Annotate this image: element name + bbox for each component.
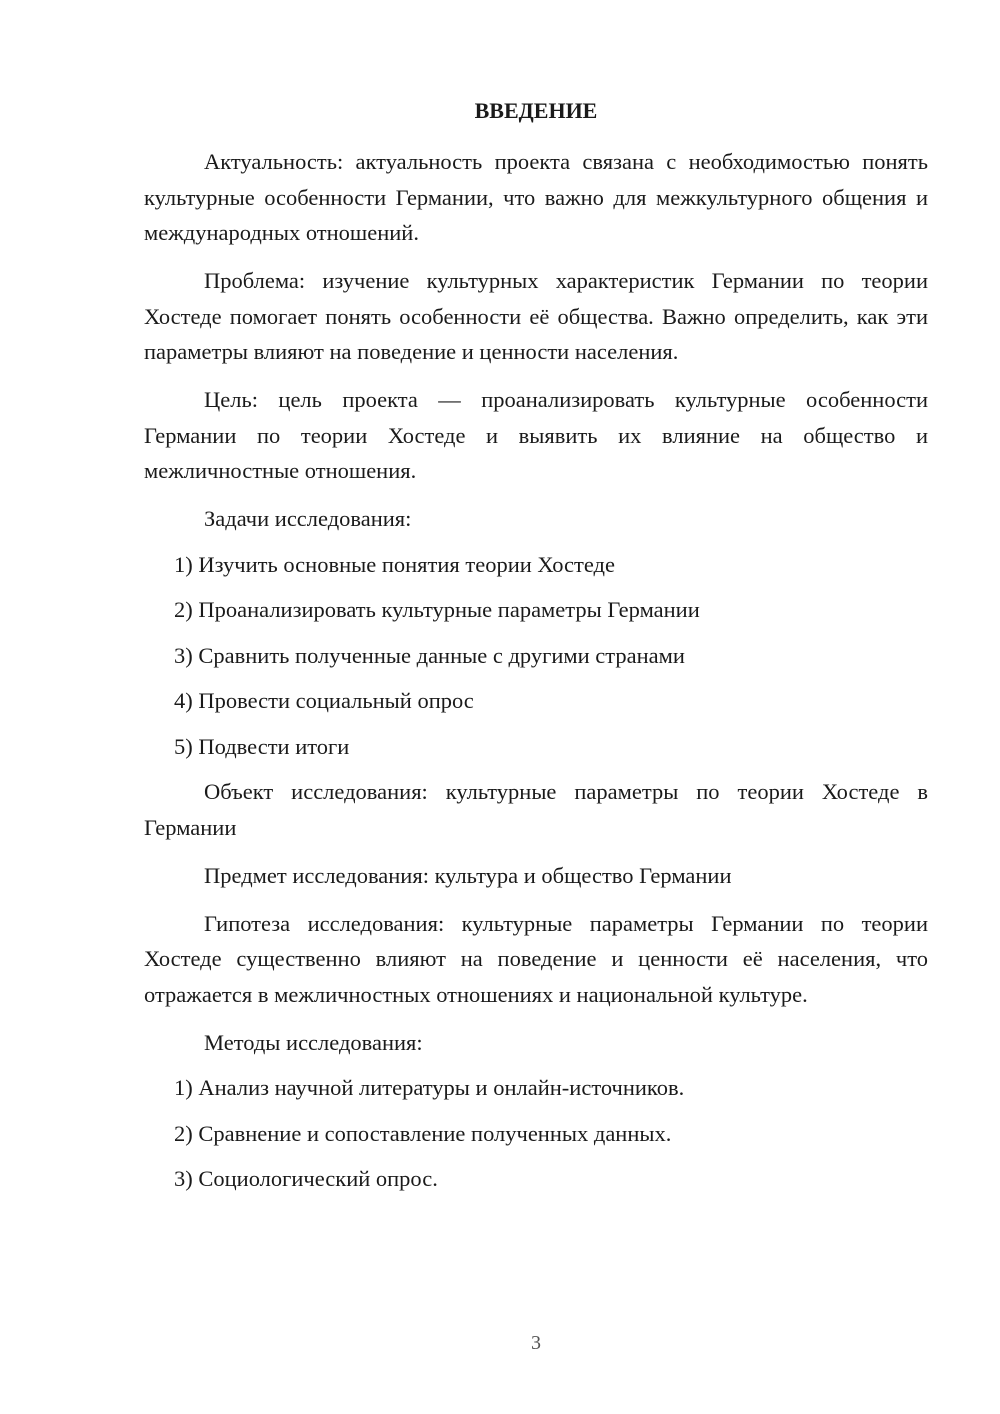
tasks-heading: Задачи исследования: <box>204 506 412 531</box>
page-number: 3 <box>531 1332 541 1354</box>
task-item: 2) Проанализировать культурные параметры Германии <box>174 597 700 622</box>
subject-paragraph: Предмет исследования: культура и общество Германии <box>204 862 732 888</box>
task-item: 3) Сравнить полученные данные с другими странами <box>174 642 685 668</box>
hypothesis-paragraph: Гипотеза исследования: культурные параметры Германии по теории Хостеде существенно влияют на поведение и ценности её населения, что отражается в межличностных отношениях и национальной культуре. <box>144 910 928 1007</box>
task-item: 5) Подвести итоги <box>174 733 350 759</box>
task-item: 4) Провести социальный опрос <box>174 688 474 713</box>
page-content <box>144 92 928 1207</box>
object-paragraph: Объект исследования: культурные параметры по теории Хостеде в Германии <box>144 779 928 840</box>
method-item: 1) Анализ научной литературы и онлайн-источников. <box>174 1075 685 1100</box>
task-item: 1) Изучить основные понятия теории Хостеде <box>174 551 615 577</box>
method-item: 3) Социологический опрос. <box>174 1166 438 1191</box>
problem-paragraph: Проблема: изучение культурных характеристик Германии по теории Хостеде помогает понять особенности её общества. Важно определить, как эти параметры влияют на поведение и ценности населения. <box>144 268 928 364</box>
methods-heading: Методы исследования: <box>204 1029 423 1055</box>
tasks-list <box>144 547 928 765</box>
methods-list <box>144 1070 928 1197</box>
goal-paragraph: Цель: цель проекта — проанализировать культурные особенности Германии по теории Хостеде и выявить их влияние на общество и межличностные отношения. <box>144 387 928 483</box>
method-item: 2) Сравнение и сопоставление полученных данных. <box>174 1120 672 1146</box>
relevance-paragraph: Актуальность: актуальность проекта связана с необходимостью понять культурные особенности Германии, что важно для межкультурного общения и международных отношений. <box>144 149 928 245</box>
section-title: ВВЕДЕНИЕ <box>474 98 598 123</box>
